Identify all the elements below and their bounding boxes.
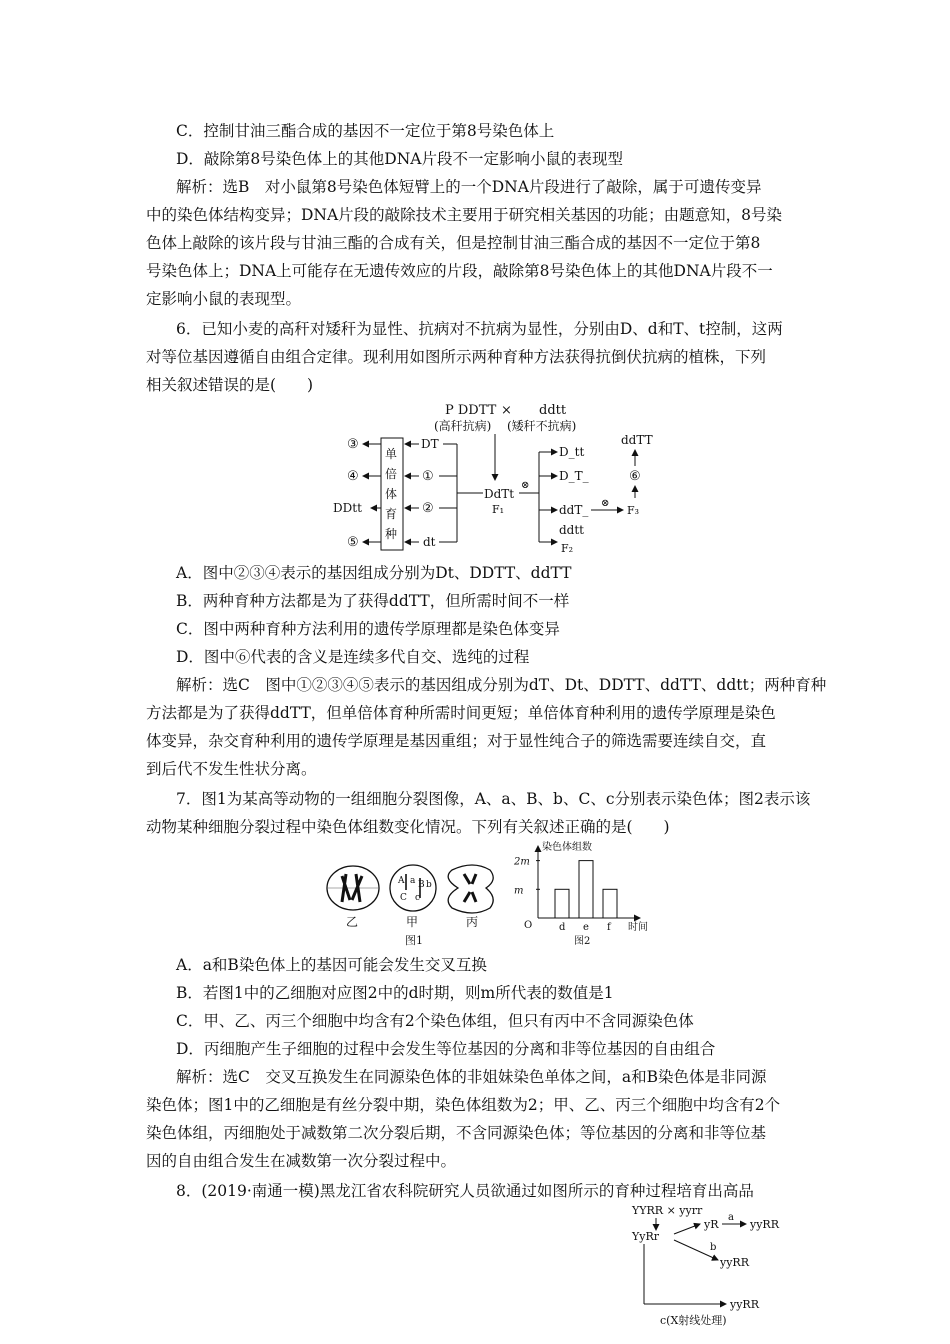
q8-path-c: c(X射线处理) <box>660 1314 727 1327</box>
q5-analysis-line: 色体上敲除的该片段与甘油三酯的合成有关，但是控制甘油三酯合成的基因不一定位于第8 <box>146 234 761 252</box>
q8-yyrr-b: yyRR <box>720 1256 749 1269</box>
cell-yi-label: 乙 <box>346 915 359 929</box>
x-axis-label: 时间 <box>628 922 648 933</box>
label-4: ④ <box>347 469 359 484</box>
label-5: ⑤ <box>347 535 359 550</box>
gene-a-upper: A <box>398 876 405 886</box>
selfing-symbol-2: ⊗ <box>601 498 610 509</box>
q8-f1: YyRr <box>632 1230 660 1243</box>
label-dt-lower: dt <box>423 535 436 549</box>
fig1-caption: 图1 <box>405 934 423 947</box>
label-6: ⑥ <box>629 469 641 484</box>
parent-ddtt-label: P DDTT <box>445 403 497 418</box>
parent-ddtt-recessive: ddtt <box>539 403 567 418</box>
q6-option-b: B．两种育种方法都是为了获得ddTT，但所需时间不一样 <box>176 592 570 610</box>
chart-title: 染色体组数 <box>542 842 592 853</box>
breeding-diagram <box>325 398 665 558</box>
cell-bing <box>448 865 493 913</box>
q6-analysis-line: 体变异，杂交育种利用的遗传学原理是基因重组；对于显性纯合子的筛选需要连续自交，直 <box>146 732 767 750</box>
q5-analysis-line: 中的染色体结构变异；DNA片段的敲除技术主要用于研究相关基因的功能；由题意知，8号染 <box>146 206 783 224</box>
y-tick-label: 2m <box>514 856 530 868</box>
q5-option-c: C．控制甘油三酯合成的基因不一定位于第8号染色体上 <box>176 122 555 140</box>
gene-c-upper: C <box>400 893 407 903</box>
q6-analysis-line: 解析：选C 图中①②③④⑤表示的基因组成分别为dT、Dt、DDTT、ddTT、ddtt；两种育种 <box>176 676 827 694</box>
cell-bing-label: 丙 <box>466 915 479 929</box>
q7-analysis-line: 因的自由组合发生在减数第一次分裂过程中。 <box>146 1152 457 1170</box>
q6-stem-line: 相关叙述错误的是( ) <box>146 376 314 394</box>
q8-yyrr-c: yyRR <box>730 1298 759 1311</box>
label-1: ① <box>422 469 434 484</box>
f2-ddt: ddT_ <box>559 503 589 517</box>
gene-a-lower: a <box>410 876 416 886</box>
q7-analysis-line: 解析：选C 交叉互换发生在同源染色体的非姐妹染色单体之间，a和B染色体是非同源 <box>176 1068 767 1086</box>
q6-analysis-line: 方法都是为了获得ddTT，但单倍体育种所需时间更短；单倍体育种利用的遗传学原理是染色 <box>146 704 776 722</box>
label-2: ② <box>422 501 434 516</box>
f2-ddtt: ddtt <box>559 523 585 537</box>
q6-analysis-line: 到后代不发生性状分离。 <box>146 760 317 778</box>
cell-jia-label: 甲 <box>406 915 419 929</box>
f2-d-tt: D_tt <box>559 445 585 459</box>
parent1-note: (高秆抗病) <box>434 419 492 433</box>
q6-stem-line: 6．已知小麦的高秆对矮秆为显性、抗病对不抗病为显性，分别由D、d和T、t控制，这两 <box>176 320 783 338</box>
f2-d-t: D_T_ <box>559 469 589 483</box>
label-ddtt: DDtt <box>333 501 362 515</box>
label-dt-upper: DT <box>421 437 439 451</box>
q6-option-d: D．图中⑥代表的含义是连续多代自交、选纯的过程 <box>176 648 530 666</box>
svg-text:育: 育 <box>385 507 398 521</box>
q8-path-b: b <box>710 1242 717 1253</box>
q5-option-d: D．敲除第8号染色体上的其他DNA片段不一定影响小鼠的表现型 <box>176 150 623 168</box>
q8-breeding-diagram <box>618 1200 818 1340</box>
label-3: ③ <box>347 437 359 452</box>
gene-b-upper: B <box>418 880 425 890</box>
q8-stem-line: 8．(2019·南通一模)黑龙江省农科院研究人员欲通过如图所示的育种过程培育出高品 <box>176 1182 754 1200</box>
svg-text:倍: 倍 <box>385 467 398 481</box>
q7-option-c: C．甲、乙、丙三个细胞中均含有2个染色体组，但只有丙中不含同源染色体 <box>176 1012 694 1030</box>
cell-division-figure <box>320 856 500 948</box>
parent2-note: (矮秆不抗病) <box>507 419 577 433</box>
svg-text:单: 单 <box>385 447 398 461</box>
svg-text:种: 种 <box>385 527 398 541</box>
q6-option-c: C．图中两种育种方法利用的遗传学原理都是染色体变异 <box>176 620 560 638</box>
bar-e <box>579 861 593 918</box>
q7-analysis-line: 染色体；图1中的乙细胞是有丝分裂中期，染色体组数为2；甲、乙、丙三个细胞中均含有2个 <box>146 1096 781 1114</box>
cross-symbol: × <box>501 403 512 418</box>
chart-origin: O <box>524 920 533 931</box>
chromosome-set-chart <box>510 838 660 948</box>
f1-label: F₁ <box>492 503 505 516</box>
q7-stem-line: 7．图1为某高等动物的一组细胞分裂图像，A、a、B、b、C、c分别表示染色体；图2表示该 <box>176 790 811 808</box>
q8-cross: YYRR × yyrr <box>632 1204 703 1217</box>
q7-option-a: A．a和B染色体上的基因可能会发生交叉互换 <box>176 956 487 974</box>
q7-option-b: B．若图1中的乙细胞对应图2中的d时期，则m所代表的数值是1 <box>176 984 614 1002</box>
f1-genotype: DdTt <box>484 487 515 501</box>
q8-path-a: a <box>728 1212 734 1223</box>
q5-analysis-line: 定影响小鼠的表现型。 <box>146 290 302 308</box>
gene-b-lower: b <box>426 880 432 890</box>
q8-yr: yR <box>704 1218 719 1231</box>
target-ddtt: ddTT <box>621 433 653 447</box>
q6-option-a: A．图中②③④表示的基因组成分别为Dt、DDTT、ddTT <box>176 564 572 582</box>
q7-stem-line: 动物某种细胞分裂过程中染色体组数变化情况。下列有关叙述正确的是( ) <box>146 818 670 836</box>
bar-d <box>555 889 569 918</box>
bar-f <box>603 889 617 918</box>
q5-analysis-line: 解析：选B 对小鼠第8号染色体短臂上的一个DNA片段进行了敲除，属于可遗传变异 <box>176 178 762 196</box>
gene-c-lower: c <box>415 893 421 903</box>
x-tick-d: d <box>559 922 566 933</box>
selfing-symbol: ⊗ <box>521 480 530 491</box>
q8-yyrr-a: yyRR <box>750 1218 779 1231</box>
y-tick-label: m <box>514 885 524 897</box>
f3-label: F₃ <box>627 504 640 517</box>
svg-text:体: 体 <box>385 487 398 501</box>
q5-analysis-line: 号染色体上；DNA上可能存在无遗传效应的片段，敲除第8号染色体上的其他DNA片段不一 <box>146 262 773 280</box>
x-tick-f: f <box>607 922 611 933</box>
x-tick-e: e <box>583 922 589 933</box>
q7-analysis-line: 染色体组，丙细胞处于减数第二次分裂后期，不含同源染色体；等位基因的分离和非等位基 <box>146 1124 767 1142</box>
q6-stem-line: 对等位基因遵循自由组合定律。现利用如图所示两种育种方法获得抗倒伏抗病的植株，下列 <box>146 348 767 366</box>
q7-option-d: D．丙细胞产生子细胞的过程中会发生等位基因的分离和非等位基因的自由组合 <box>176 1040 716 1058</box>
f2-label: F₂ <box>561 542 574 555</box>
fig2-caption: 图2 <box>574 936 591 947</box>
